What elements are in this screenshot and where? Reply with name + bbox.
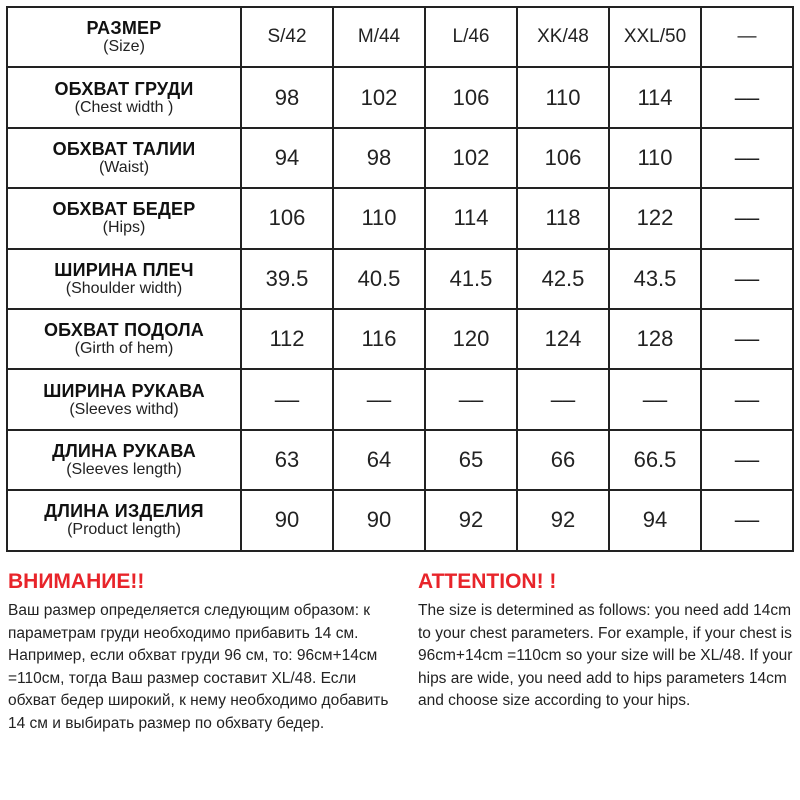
measurement-value-cell: ‒‒ (609, 369, 701, 429)
measurement-value-cell: 118 (517, 188, 609, 248)
measurement-value-cell: 106 (425, 67, 517, 127)
measurement-value-cell: 98 (241, 67, 333, 127)
measurement-value-cell: 43.5 (609, 249, 701, 309)
measurement-label-cell (7, 430, 241, 490)
english-note (418, 568, 800, 713)
measurement-value-cell: ‒‒ (701, 128, 793, 188)
measurement-value-cell: 124 (517, 309, 609, 369)
measurement-value-cell: 90 (241, 490, 333, 550)
measurement-value-cell: ‒‒ (701, 309, 793, 369)
header-label-ru: РАЗМЕР (86, 18, 162, 39)
measurement-value-cell: 120 (425, 309, 517, 369)
measurement-label-en: (Waist) (98, 158, 150, 176)
size-header-cell: S/42 (241, 7, 333, 67)
measurement-row (7, 309, 793, 369)
measurement-row (7, 188, 793, 248)
measurement-value-cell: 94 (609, 490, 701, 550)
measurement-value-cell: 42.5 (517, 249, 609, 309)
measurement-value-cell: 92 (517, 490, 609, 550)
measurement-row (7, 369, 793, 429)
measurement-value-cell: ‒‒ (701, 430, 793, 490)
english-note-text: The size is determined as follows: you need add 14cm to your chest parameters. For example, if your chest is 96cm+14cm =110cm so your size will be XL/48. If your hips are wide, you need add to hips parameters 14cm and choose size according to your hips. (418, 602, 793, 710)
measurement-row (7, 490, 793, 550)
measurement-label-en: (Sleeves withd) (69, 400, 179, 418)
measurement-value-cell: ‒‒ (425, 369, 517, 429)
header-label-en: (Size) (103, 38, 145, 56)
measurement-label-ru: ОБХВАТ ГРУДИ (54, 78, 194, 99)
measurement-row (7, 430, 793, 490)
measurement-value-cell: 102 (425, 128, 517, 188)
measurement-value-cell: ‒‒ (701, 249, 793, 309)
measurement-label-cell (7, 309, 241, 369)
measurement-label-ru: ОБХВАТ ТАЛИИ (52, 138, 196, 159)
measurement-value-cell: 116 (333, 309, 425, 369)
size-header-cell: — (701, 7, 793, 67)
measurement-label-en: (Product length) (67, 521, 181, 539)
size-header-cell: M/44 (333, 7, 425, 67)
measurement-value-cell: 94 (241, 128, 333, 188)
english-note-title: ATTENTION! ! (418, 570, 557, 593)
measurement-value-cell: 98 (333, 128, 425, 188)
header-label-cell (7, 7, 241, 67)
measurement-label-en: (Sleeves length) (66, 460, 182, 478)
size-chart-body (7, 7, 793, 551)
measurement-value-cell: 65 (425, 430, 517, 490)
measurement-label-en: (Chest width ) (74, 98, 174, 116)
measurement-value-cell: 114 (425, 188, 517, 248)
measurement-value-cell: 110 (609, 128, 701, 188)
measurement-value-cell: ‒‒ (701, 188, 793, 248)
measurement-value-cell: ‒‒ (701, 490, 793, 550)
measurement-label-cell (7, 249, 241, 309)
measurement-value-cell: 92 (425, 490, 517, 550)
measurement-value-cell: 102 (333, 67, 425, 127)
header-row (7, 7, 793, 67)
measurement-row (7, 67, 793, 127)
measurement-row (7, 128, 793, 188)
measurement-label-ru: ШИРИНА ПЛЕЧ (54, 259, 194, 280)
russian-note (8, 568, 394, 736)
russian-note-title: ВНИМАНИЕ!! (8, 570, 145, 593)
measurement-label-ru: ОБХВАТ ПОДОЛА (43, 320, 204, 341)
measurement-value-cell: ‒‒ (333, 369, 425, 429)
measurement-label-cell (7, 188, 241, 248)
size-header-cell: XXL/50 (609, 7, 701, 67)
measurement-value-cell: ‒‒ (517, 369, 609, 429)
measurement-label-ru: ДЛИНА РУКАВА (52, 440, 196, 461)
measurement-label-cell (7, 128, 241, 188)
measurement-value-cell: 114 (609, 67, 701, 127)
measurement-label-ru: ШИРИНА РУКАВА (43, 380, 205, 401)
measurement-value-cell: 39.5 (241, 249, 333, 309)
measurement-row (7, 249, 793, 309)
measurement-value-cell: 41.5 (425, 249, 517, 309)
measurement-label-cell (7, 490, 241, 550)
measurement-value-cell: 106 (517, 128, 609, 188)
measurement-value-cell: 66 (517, 430, 609, 490)
russian-note-text: Ваш размер определяется следующим образом: к параметрам груди необходимо прибавить 14 см. Например, если обхват груди 96 см, то: 96см+14см =110см, тогда Ваш размер составит XL/48. Если обхват бедер широкий, к нему необходимо добавить 14 см и выбирать размер по обхвату бедер. (8, 602, 389, 732)
measurement-value-cell: ‒‒ (701, 67, 793, 127)
size-header-cell: L/46 (425, 7, 517, 67)
measurement-value-cell: 90 (333, 490, 425, 550)
size-chart-table (6, 6, 794, 552)
measurement-label-en: (Shoulder width) (65, 279, 183, 297)
measurement-value-cell: 128 (609, 309, 701, 369)
measurement-value-cell: 63 (241, 430, 333, 490)
size-header-cell: XK/48 (517, 7, 609, 67)
measurement-value-cell: ‒‒ (701, 369, 793, 429)
measurement-label-cell (7, 67, 241, 127)
measurement-label-ru: ДЛИНА ИЗДЕЛИЯ (44, 501, 204, 522)
measurement-value-cell: ‒‒ (241, 369, 333, 429)
measurement-value-cell: 112 (241, 309, 333, 369)
measurement-label-cell (7, 369, 241, 429)
measurement-label-ru: ОБХВАТ БЕДЕР (52, 199, 196, 220)
measurement-value-cell: 40.5 (333, 249, 425, 309)
measurement-label-en: (Girth of hem) (74, 340, 174, 358)
measurement-value-cell: 66.5 (609, 430, 701, 490)
measurement-value-cell: 106 (241, 188, 333, 248)
measurement-value-cell: 64 (333, 430, 425, 490)
measurement-value-cell: 122 (609, 188, 701, 248)
measurement-value-cell: 110 (517, 67, 609, 127)
measurement-label-en: (Hips) (102, 219, 146, 237)
measurement-value-cell: 110 (333, 188, 425, 248)
